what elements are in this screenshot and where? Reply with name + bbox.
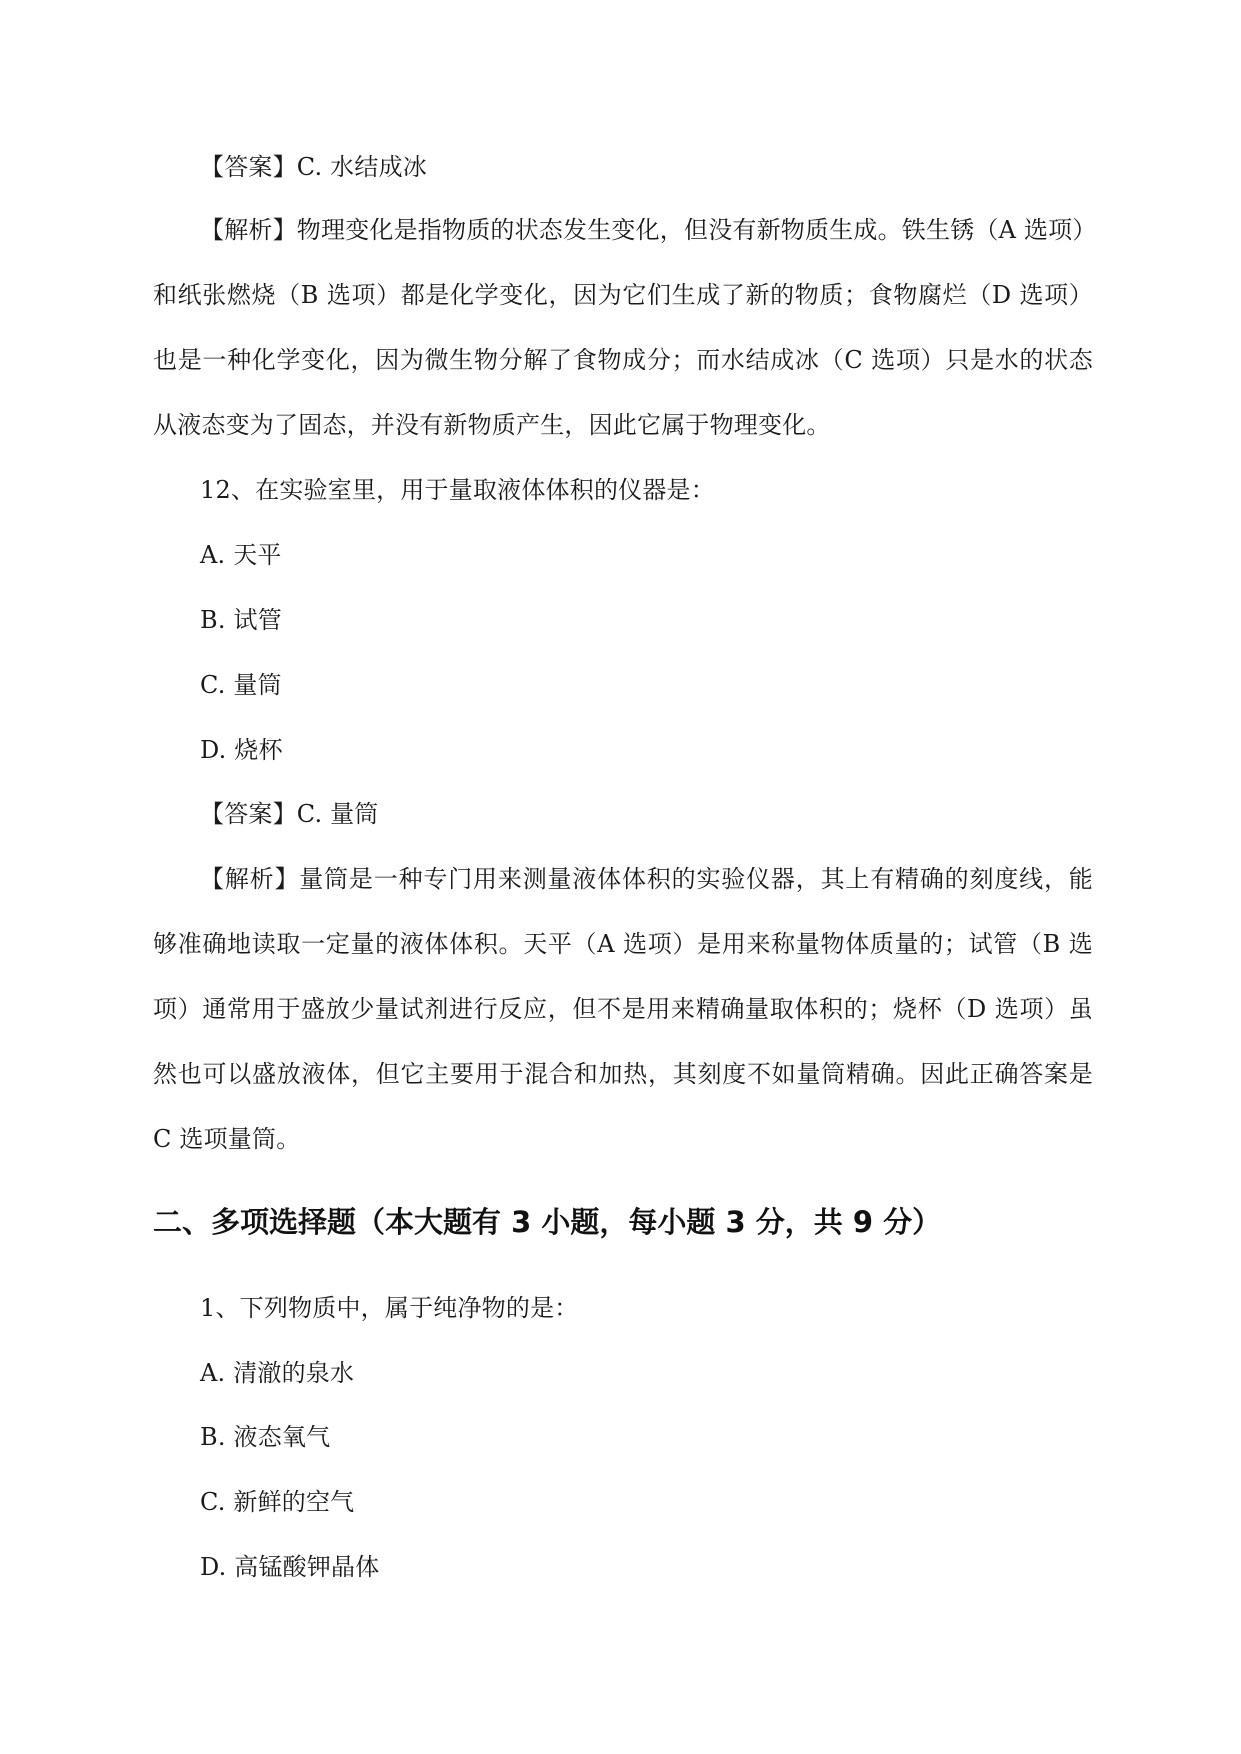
q12-analysis-line: 【解析】量筒是一种专门用来测量液体体积的实验仪器，其上有精确的刻度线，能 [200,865,1093,893]
q12-option-b: B. 试管 [200,606,282,634]
mq1-option-c: C. 新鲜的空气 [200,1488,355,1516]
mq1-option-b: B. 液态氧气 [200,1423,331,1451]
q12-option-d: D. 烧杯 [200,736,283,764]
q12-option-a: A. 天平 [200,541,282,569]
mq1-question: 1、下列物质中，属于纯净物的是： [200,1294,579,1322]
q11-analysis-line: 【解析】物理变化是指物质的状态发生变化，但没有新物质生成。铁生锈（A 选项） [200,216,1097,244]
q11-analysis-line: 从液态变为了固态，并没有新物质产生，因此它属于物理变化。 [153,411,831,439]
q11-analysis-line: 也是一种化学变化，因为微生物分解了食物成分；而水结成冰（C 选项）只是水的状态 [153,346,1093,374]
q12-question: 12、在实验室里，用于量取液体体积的仪器是： [200,476,715,504]
q12-option-c: C. 量筒 [200,671,282,699]
q12-analysis-line: 然也可以盛放液体，但它主要用于混合和加热，其刻度不如量筒精确。因此正确答案是 [153,1060,1093,1088]
q11-answer: 【答案】C. 水结成冰 [200,153,427,181]
q12-analysis-line: 项）通常用于盛放少量试剂进行反应，但不是用来精确量取体积的；烧杯（D 选项）虽 [153,995,1093,1023]
section-heading: 二、多项选择题（本大题有 3 小题，每小题 3 分，共 9 分） [153,1205,942,1239]
q12-answer: 【答案】C. 量筒 [200,800,379,828]
mq1-option-a: A. 清澈的泉水 [200,1359,355,1387]
mq1-option-d: D. 高锰酸钾晶体 [200,1553,380,1581]
q12-analysis-line: C 选项量筒。 [153,1125,301,1153]
q11-analysis-line: 和纸张燃烧（B 选项）都是化学变化，因为它们生成了新的物质；食物腐烂（D 选项） [153,281,1093,309]
q12-analysis-line: 够准确地读取一定量的液体体积。天平（A 选项）是用来称量物体质量的；试管（B 选 [153,930,1093,958]
